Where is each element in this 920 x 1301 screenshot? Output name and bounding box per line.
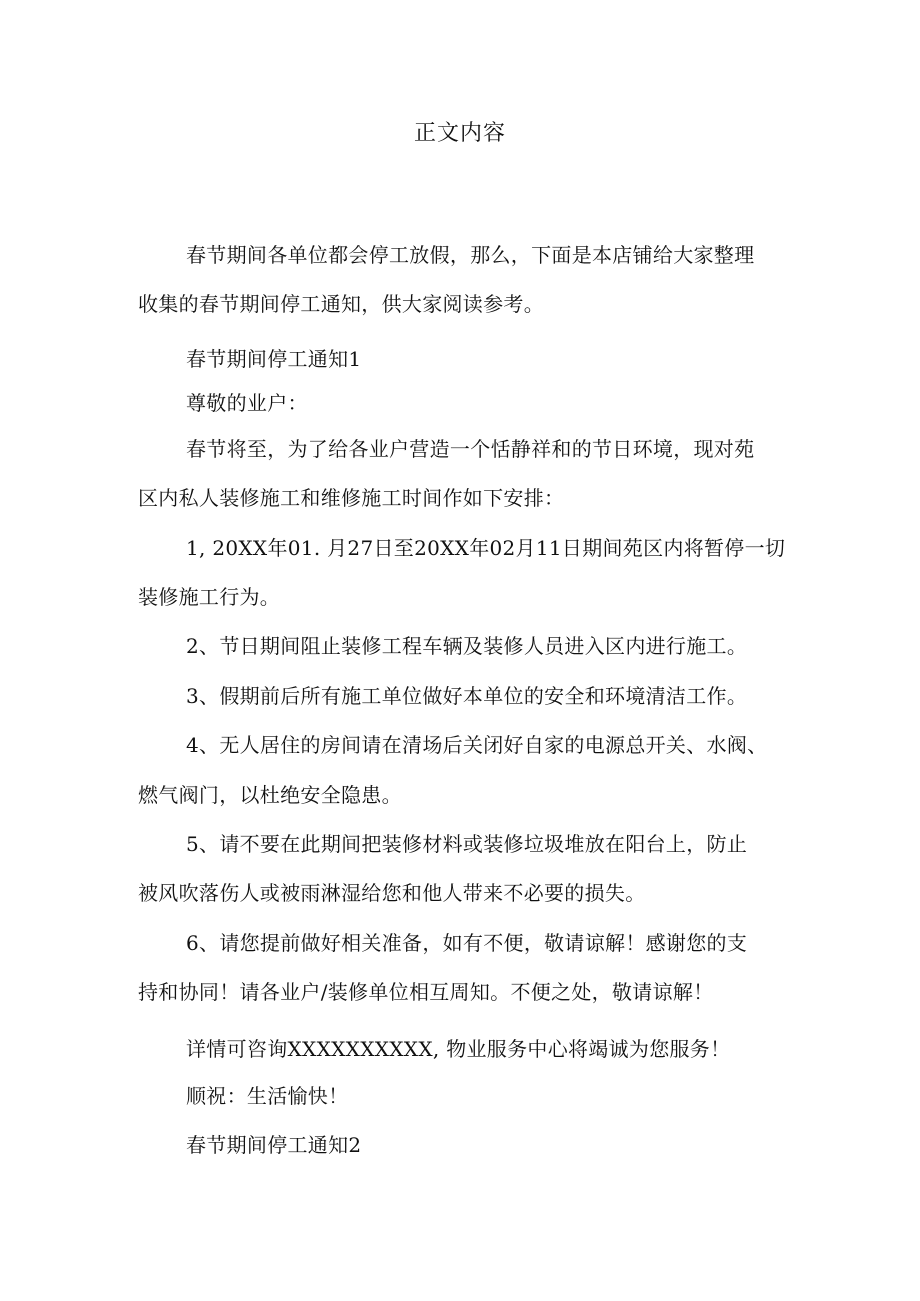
notice1-item4-line-1: 4、无人居住的房间请在清场后关闭好自家的电源总开关、水阀、 (186, 733, 768, 757)
notice1-item1-line-1: 1, 20XX年01. 月27日至20XX年02月11日期间苑区内将暂停一切 (186, 536, 786, 560)
notice1-salutation: 尊敬的业户： (186, 391, 308, 415)
intro-line-1: 春节期间各单位都会停工放假，那么，下面是本店铺给大家整理 (186, 243, 755, 267)
notice1-contact: 详情可咨询XXXXXXXXXX, 物业服务中心将竭诚为您服务！ (186, 1037, 731, 1061)
notice1-item5-line-1: 5、请不要在此期间把装修材料或装修垃圾堆放在阳台上，防止 (186, 832, 748, 856)
notice1-opening-line-2: 区内私人装修施工和维修施工时间作如下安排： (138, 486, 565, 510)
notice1-item3: 3、假期前后所有施工单位做好本单位的安全和环境清洁工作。 (186, 684, 748, 708)
notice2-heading: 春节期间停工通知2 (186, 1133, 362, 1157)
notice1-item2: 2、节日期间阻止装修工程车辆及装修人员进入区内进行施工。 (186, 634, 748, 658)
page-title: 正文内容 (413, 121, 506, 146)
notice1-item4-line-2: 燃气阀门，以杜绝安全隐患。 (138, 783, 402, 807)
notice1-opening-line-1: 春节将至，为了给各业户营造一个恬静祥和的节日环境，现对苑 (186, 437, 755, 461)
notice1-item5-line-2: 被风吹落伤人或被雨淋湿给您和他人带来不必要的损失。 (138, 881, 646, 905)
notice1-heading: 春节期间停工通知1 (186, 347, 362, 371)
notice1-item1-line-2: 装修施工行为。 (138, 585, 281, 609)
notice1-item6-line-1: 6、请您提前做好相关准备，如有不便，敬请谅解！感谢您的支 (186, 931, 748, 955)
notice1-item6-line-2: 持和协同！请各业户/装修单位相互周知。不便之处，敬请谅解！ (138, 980, 714, 1004)
intro-line-2: 收集的春节期间停工通知，供大家阅读参考。 (138, 292, 544, 316)
notice1-closing: 顺祝：生活愉快！ (186, 1084, 349, 1108)
